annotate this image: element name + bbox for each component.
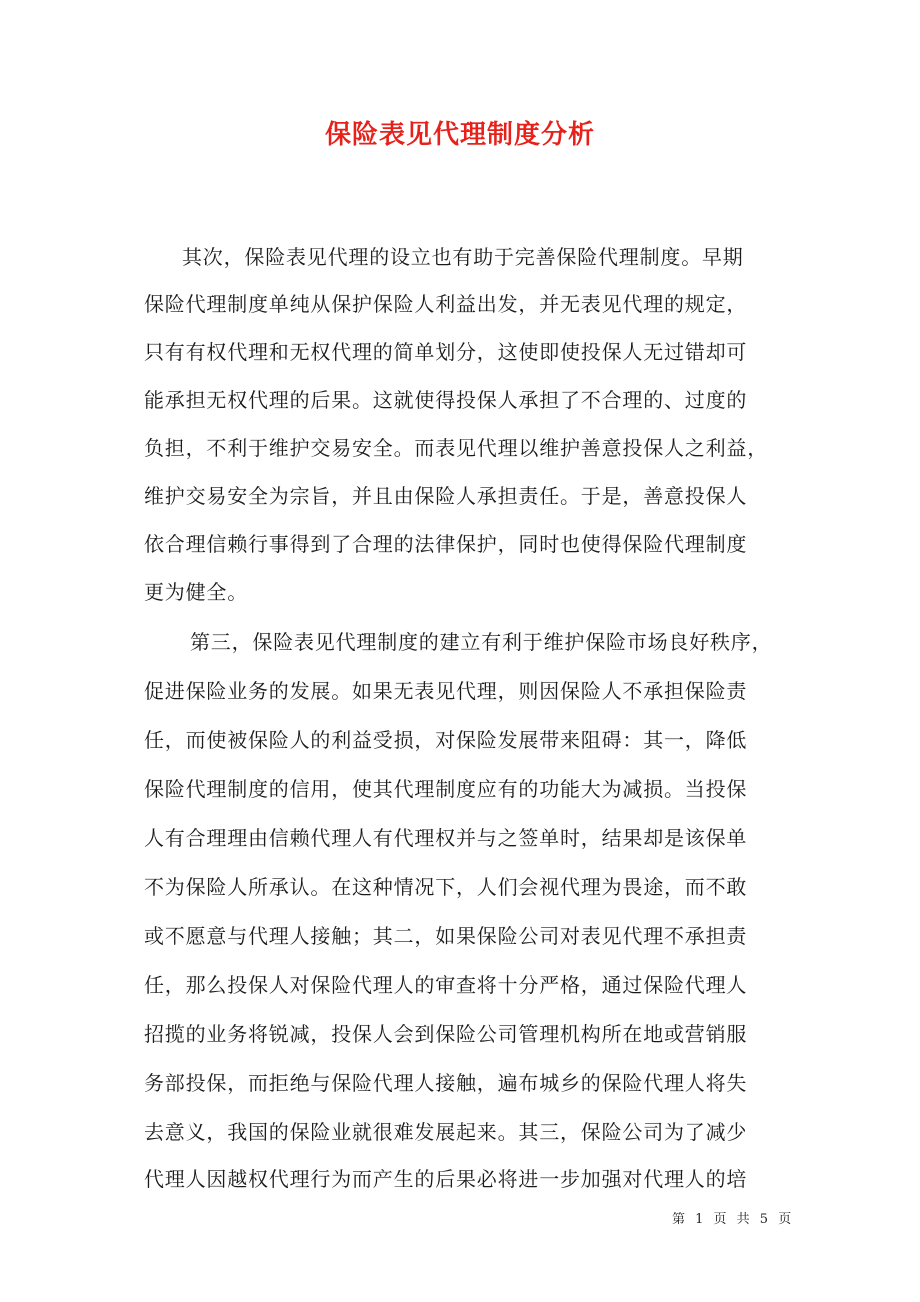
text-line: 依合理信赖行事得到了合理的法律保护，同时也使得保险代理制度 — [144, 532, 748, 556]
text-line: 促进保险业务的发展。如果无表见代理，则因保险人不承担保险责 — [144, 679, 748, 703]
text-line: 任，那么投保人对保险代理人的审查将十分严格，通过保险代理人 — [144, 973, 748, 997]
text-line: 保险代理制度单纯从保护保险人利益出发，并无表见代理的规定， — [144, 292, 748, 316]
text-line: 第三，保险表见代理制度的建立有利于维护保险市场良好秩序， — [190, 630, 773, 654]
text-line: 能承担无权代理的后果。这就使得投保人承担了不合理的、过度的 — [144, 388, 748, 412]
text-line: 只有有权代理和无权代理的简单划分，这使即使投保人无过错却可 — [144, 340, 748, 364]
page-number: 第 1 页 共 5 页 — [672, 1212, 795, 1227]
text-line: 去意义，我国的保险业就很难发展起来。其三，保险公司为了减少 — [144, 1120, 748, 1144]
text-line: 更为健全。 — [144, 580, 248, 604]
text-line: 或不愿意与代理人接触；其二，如果保险公司对表见代理不承担责 — [144, 924, 748, 948]
text-line: 人有合理理由信赖代理人有代理权并与之签单时，结果却是该保单 — [144, 826, 748, 850]
text-line: 维护交易安全为宗旨，并且由保险人承担责任。于是，善意投保人 — [144, 484, 748, 508]
page-title: 保险表见代理制度分析 — [324, 120, 595, 150]
text-line: 务部投保，而拒绝与保险代理人接触，遍布城乡的保险代理人将失 — [144, 1071, 748, 1095]
text-line: 招揽的业务将锐减，投保人会到保险公司管理机构所在地或营销服 — [144, 1022, 748, 1046]
text-line: 保险代理制度的信用，使其代理制度应有的功能大为减损。当投保 — [144, 777, 748, 801]
text-line: 任，而使被保险人的利益受损，对保险发展带来阻碍：其一，降低 — [144, 728, 748, 752]
text-line: 其次，保险表见代理的设立也有助于完善保险代理制度。早期 — [182, 245, 744, 269]
text-line: 负担，不利于维护交易安全。而表见代理以维护善意投保人之利益， — [144, 436, 768, 460]
text-line: 代理人因越权代理行为而产生的后果必将进一步加强对代理人的培 — [144, 1167, 748, 1191]
text-line: 不为保险人所承认。在这种情况下，人们会视代理为畏途，而不敢 — [144, 875, 748, 899]
